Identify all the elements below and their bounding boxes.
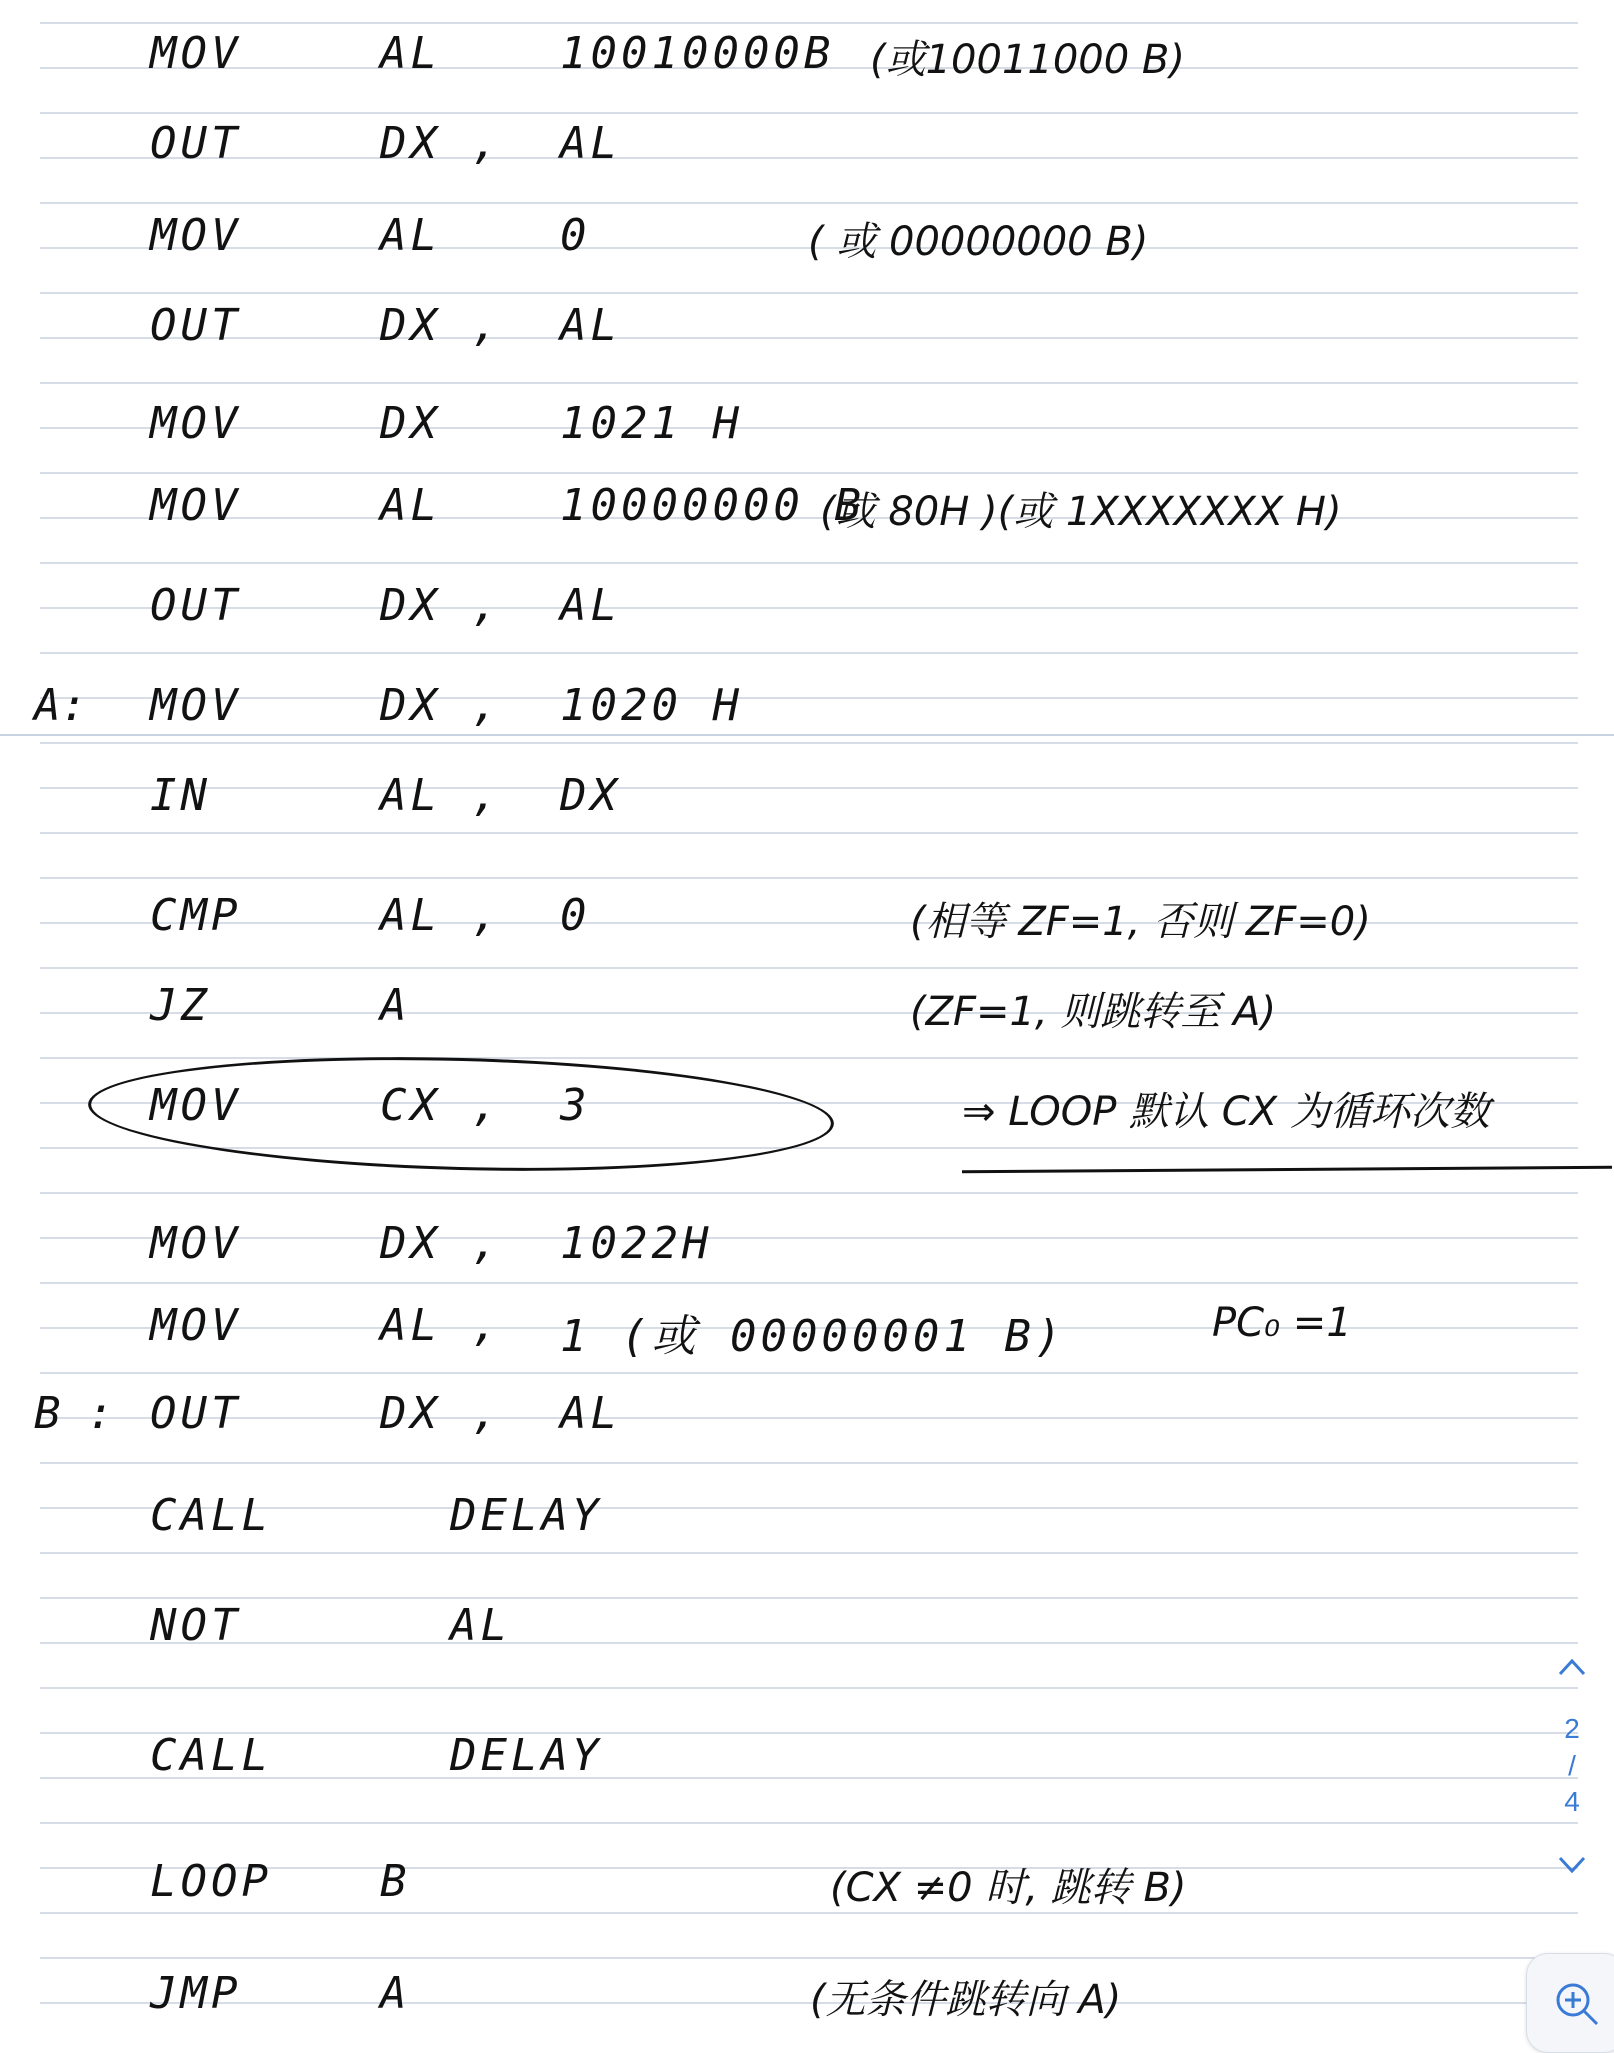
ruled-line <box>40 382 1578 384</box>
margin-note: PC₀ =1 <box>1212 1300 1352 1346</box>
ruled-line <box>40 742 1578 744</box>
instruction-operand-1: DX <box>380 398 441 449</box>
instruction-operand-1: AL <box>380 480 441 531</box>
instruction-operand-2: 1021 H <box>560 398 743 449</box>
instruction-opcode: OUT <box>150 580 242 631</box>
margin-note: (或 80H )(或 1XXXXXXX H) <box>820 489 1342 535</box>
instruction-opcode: MOV <box>150 680 242 731</box>
instruction-opcode: OUT <box>150 118 242 169</box>
instruction-operand-2: 0 <box>560 890 591 941</box>
instruction-operand-1: AL <box>450 1600 511 1651</box>
line-label: A: <box>34 680 87 731</box>
chevron-down-icon <box>1558 1856 1586 1874</box>
instruction-operand-1: DELAY <box>450 1490 603 1541</box>
code-line <box>0 1590 1614 1660</box>
instruction-operand-2: 10000000 B <box>560 480 865 531</box>
instruction-opcode: MOV <box>150 480 242 531</box>
instruction-operand-1: AL <box>380 210 441 261</box>
instruction-opcode: CMP <box>150 890 242 941</box>
code-line <box>0 388 1614 458</box>
ruled-line <box>40 1372 1578 1374</box>
margin-note: (相等 ZF=1, 否则 ZF=0) <box>910 899 1371 945</box>
instruction-operand-2: 1020 H <box>560 680 743 731</box>
page-up-button[interactable] <box>1552 1644 1592 1684</box>
code-line <box>0 1208 1614 1278</box>
margin-note: ⇒ LOOP 默认 CX 为循环次数 <box>962 1089 1490 1135</box>
ruled-line <box>40 562 1578 564</box>
ruled-line <box>40 1282 1578 1284</box>
instruction-operand-1: DX , <box>380 1218 502 1269</box>
code-line <box>0 670 1614 740</box>
instruction-operand-2: 0 <box>560 210 591 261</box>
instruction-operand-2: 3 <box>560 1080 591 1131</box>
instruction-operand-1: A <box>380 980 411 1031</box>
instruction-operand-1: DX , <box>380 680 502 731</box>
instruction-opcode: MOV <box>150 28 242 79</box>
instruction-opcode: OUT <box>150 1388 242 1439</box>
instruction-operand-2: 1022H <box>560 1218 713 1269</box>
zoom-button[interactable] <box>1526 1953 1614 2053</box>
instruction-opcode: JZ <box>150 980 211 1031</box>
instruction-operand-1: AL , <box>380 890 502 941</box>
instruction-opcode: CALL <box>150 1730 272 1781</box>
instruction-opcode: MOV <box>150 1080 242 1131</box>
code-line <box>0 200 1614 270</box>
instruction-opcode: LOOP <box>150 1856 272 1907</box>
instruction-operand-1: DX , <box>380 580 502 631</box>
instruction-opcode: NOT <box>150 1600 242 1651</box>
instruction-operand-1: AL , <box>380 1300 502 1351</box>
ruled-line <box>40 877 1578 879</box>
code-line <box>0 1720 1614 1790</box>
ruled-line <box>40 1687 1578 1689</box>
code-line <box>0 470 1614 540</box>
chevron-up-icon <box>1558 1658 1586 1676</box>
instruction-operand-2: AL <box>560 300 621 351</box>
instruction-operand-1: B <box>380 1856 411 1907</box>
instruction-operand-1: A <box>380 1968 411 2019</box>
page-number-separator: / <box>1568 1750 1576 1781</box>
instruction-operand-2: AL <box>560 1388 621 1439</box>
instruction-operand-2: DX <box>560 770 621 821</box>
code-line <box>0 1290 1614 1360</box>
margin-note: ( 或 00000000 B) <box>808 219 1149 265</box>
code-line <box>0 1480 1614 1550</box>
ruled-line <box>40 1057 1578 1059</box>
code-line <box>0 970 1614 1040</box>
instruction-operand-2: AL <box>560 580 621 631</box>
code-line <box>0 18 1614 88</box>
ruled-line <box>40 1552 1578 1554</box>
ruled-line <box>40 1462 1578 1464</box>
page-number-current: 2 <box>1564 1713 1580 1744</box>
line-label: B : <box>34 1388 114 1439</box>
instruction-opcode: MOV <box>150 210 242 261</box>
code-line <box>0 1958 1614 2028</box>
instruction-operand-1: CX , <box>380 1080 502 1131</box>
page-number-total: 4 <box>1564 1786 1580 1817</box>
instruction-operand-1: DX , <box>380 118 502 169</box>
instruction-opcode: JMP <box>150 1968 242 2019</box>
zoom-in-icon <box>1553 1980 1601 2028</box>
instruction-opcode: MOV <box>150 1218 242 1269</box>
margin-note: (或10011000 B) <box>870 37 1185 83</box>
code-line <box>0 108 1614 178</box>
instruction-opcode: MOV <box>150 398 242 449</box>
page-down-button[interactable] <box>1552 1842 1592 1882</box>
instruction-operand-1: DX , <box>380 300 502 351</box>
code-line <box>0 570 1614 640</box>
instruction-opcode: IN <box>150 770 211 821</box>
instruction-operand-2: 10010000B <box>560 28 835 79</box>
ruled-line <box>40 652 1578 654</box>
margin-note: (无条件跳转向 A) <box>810 1977 1122 2023</box>
instruction-opcode: MOV <box>150 1300 242 1351</box>
instruction-operand-1: AL , <box>380 770 502 821</box>
instruction-operand-1: DELAY <box>450 1730 603 1781</box>
instruction-opcode: CALL <box>150 1490 272 1541</box>
instruction-operand-2: AL <box>560 118 621 169</box>
instruction-operand-1: AL <box>380 28 441 79</box>
margin-note: (CX ≠0 时, 跳转 B) <box>830 1865 1187 1911</box>
instruction-operand-2: 1 (或 00000001 B) <box>560 1311 1066 1362</box>
code-line <box>0 760 1614 830</box>
margin-note: (ZF=1, 则跳转至 A) <box>910 989 1277 1035</box>
code-line <box>0 290 1614 360</box>
ruled-line <box>40 967 1578 969</box>
code-line <box>0 880 1614 950</box>
ruled-line <box>40 1192 1578 1194</box>
instruction-opcode: OUT <box>150 300 242 351</box>
ruled-line <box>40 1822 1578 1824</box>
ruled-line <box>40 832 1578 834</box>
code-line <box>0 1378 1614 1448</box>
instruction-operand-1: DX , <box>380 1388 502 1439</box>
code-line <box>0 1846 1614 1916</box>
